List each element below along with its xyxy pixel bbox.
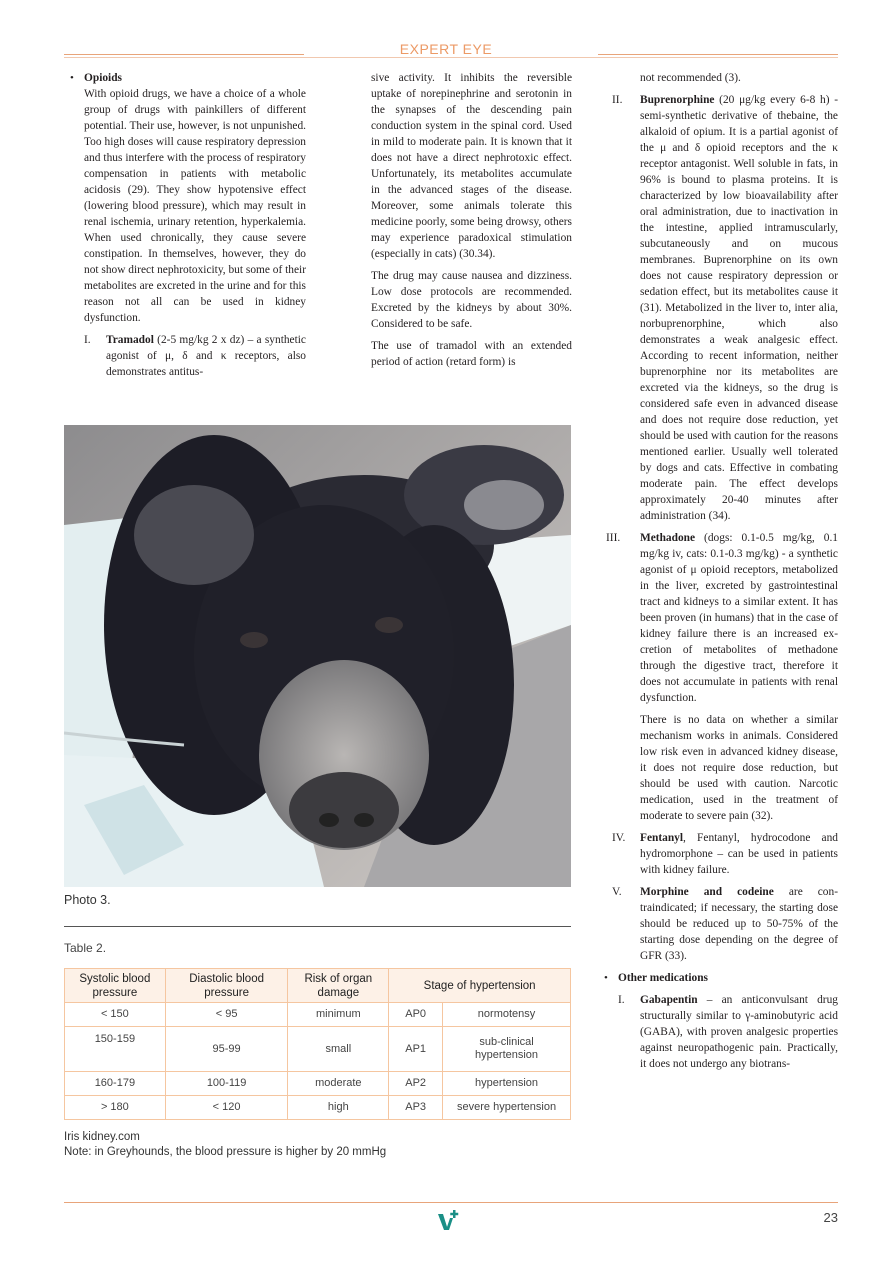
hypertension-table <box>64 968 571 1120</box>
table-row <box>65 1096 571 1120</box>
cell-stage-name: normotensy <box>443 1003 571 1027</box>
header-risk: Risk of organ damage <box>288 969 389 1003</box>
cell-diastolic: < 95 <box>165 1003 288 1027</box>
dog-photo <box>64 425 571 887</box>
cell-risk: small <box>288 1027 389 1072</box>
source-text: Iris kidney.com <box>64 1131 140 1143</box>
drug-text: (20 μg/kg every 6-8 h) - semi-synthetic derivative of thebaine, the alkaloid of opium. It is a partial agonist of the μ and δ opioid receptors and the κ receptor antagonist. Well soluble in fats, in 96% is bound to plasma proteins. It is characterized by low bioavailability after oral administration, due to inactivation in the intestine, applied intramuscularly, subcutaneously and on mucous membranes. Buprenorphine on its own does not cause respiratory depression or sedation effect, but its metabolites cause it (31). Metabolized in the liver to, inter alia, norbuprenorphine, which also demonstrates a weak analgesic effect. According to recent information, neither buprenorphine nor its metabolites are excreted via the kidneys, so the drug is considered safe even in advanced disease and does not require dose reduction, yet should be used with caution for the reasons mentioned earlier. Usually well tolerated by dogs and cats. Effective in combating moderate pain. The effect develops approximately 20-40 minutes after administration (34). <box>640 94 838 522</box>
cell-systolic: < 150 <box>65 1003 166 1027</box>
cell-stage-code: AP1 <box>389 1027 443 1072</box>
list-number: V. <box>612 886 622 898</box>
cell-stage-name: sub-clinical hypertension <box>443 1027 571 1072</box>
methadone-extra: There is no data on whether a similar mechanism works in animals. Considered low risk even in advanced kidney disease, it does not require dose reduction, but should be used with caution. Narcotic medication, used in the treatment of moderate to severe pain (32). <box>640 714 838 822</box>
column-right <box>606 70 838 1078</box>
photo-caption: Photo 3. <box>64 893 111 907</box>
cell-systolic: 150-159 <box>65 1027 166 1072</box>
drug-name: Gabapentin <box>640 994 698 1006</box>
tramadol-paragraph-1: sive activity. It inhibits the reversible uptake of norepinephrine and serotonin in the synapses of the descending pain conduction system in the spinal cord. Used in mild to moderate pain. It is known that it does not have a direct nephrotoxic effect. Unfortunately, its metabolites accumulate in the advanced stages of the disease. Moreover, some animals tolerate this medicine poorly, some being drowsy, others may experience paradoxical stimulation (especially in cats) (30.34). <box>371 72 572 260</box>
drug-text: are contraindicated; if necessary, the starting dose should be reduced up to 50-75% of the starting dose depending on the degree of GFR (33). <box>640 886 838 962</box>
page-number: 23 <box>823 1210 838 1225</box>
footer-rule <box>64 1202 838 1203</box>
header-systolic: Systolic blood pressure <box>65 969 166 1003</box>
cell-stage-code: AP0 <box>389 1003 443 1027</box>
drug-text: , Fentanyl, hydrocodone and hydromorphone – can be used in patients with kidney failure. <box>640 832 838 876</box>
cell-diastolic: 100-119 <box>165 1072 288 1096</box>
fentanyl-item <box>612 830 838 878</box>
cell-diastolic: < 120 <box>165 1096 288 1120</box>
buprenorphine-item <box>612 92 838 524</box>
table-row <box>65 1072 571 1096</box>
morphine-item <box>612 884 838 964</box>
cell-stage-name: severe hypertension <box>443 1096 571 1120</box>
list-number: IV. <box>612 832 626 844</box>
tramadol-paragraph-2: The drug may cause nausea and dizziness. Low dose protocols are recommended. Excreted by the kidneys by about 30%. Considered to be safe. <box>371 270 572 330</box>
cell-risk: minimum <box>288 1003 389 1027</box>
list-number: I. <box>618 994 625 1006</box>
table-title: Table 2. <box>64 941 107 955</box>
drug-name: Methadone <box>640 532 696 544</box>
table-header-row <box>65 969 571 1003</box>
table-row <box>65 1003 571 1027</box>
section-divider <box>64 926 571 927</box>
cell-systolic: 160-179 <box>65 1072 166 1096</box>
list-number: I. <box>84 334 91 346</box>
dog-photo-illustration <box>64 425 571 887</box>
other-medications-heading: Other medications <box>618 972 708 984</box>
drug-text: – an anticonvulsant drug structurally similar to γ-aminobutyric acid (GABA), with proven analgesic properties against neuropathogenic pain. Practically, it does not undergo any biotrans- <box>640 994 838 1070</box>
note-text: Note: in Greyhounds, the blood pressure is higher by 20 mmHg <box>64 1146 387 1158</box>
cell-risk: high <box>288 1096 389 1120</box>
brand-logo-icon <box>436 1208 462 1237</box>
column-middle <box>371 70 572 376</box>
cell-diastolic: 95-99 <box>165 1027 288 1072</box>
list-number: III. <box>606 532 621 544</box>
drug-name: Fentanyl <box>640 832 684 844</box>
opioids-heading: Opioids <box>84 72 122 84</box>
column-left <box>64 70 306 386</box>
tramadol-paragraph-3: The use of tramadol with an extended period of action (retard form) is <box>371 340 572 368</box>
drug-name: Tramadol <box>106 334 154 346</box>
section-title: EXPERT EYE <box>399 41 493 57</box>
table-source <box>64 1130 386 1160</box>
table-row <box>65 1027 571 1072</box>
opioids-section <box>64 70 306 380</box>
header-rule-left-under <box>64 57 838 58</box>
cell-stage-code: AP2 <box>389 1072 443 1096</box>
drug-text: (dogs: 0.1-0.5 mg/kg, 0.1 mg/kg iv, cats: 0.1-0.3 mg/kg) - a synthetic agonist of μ opioid receptors, metabolized in the liver, excreted by gastrointestinal tract and kidneys to a similar extent. It has been proven (in humans) that in the case of kidney failure there is an increased excretion of metabolites of methadone through the digestive tract, therefore it does not accumulate in patients with renal dysfunction. <box>640 532 838 704</box>
methadone-item <box>606 530 838 824</box>
tramadol-continuation: not recommended (3). <box>640 72 741 84</box>
list-number: II. <box>612 94 623 106</box>
cell-stage-name: hypertension <box>443 1072 571 1096</box>
other-medications-section <box>598 970 838 986</box>
cell-risk: moderate <box>288 1072 389 1096</box>
header-diastolic: Diastolic blood pressure <box>165 969 288 1003</box>
header-stage: Stage of hypertension <box>389 969 571 1003</box>
drug-name: Morphine and codeine <box>640 886 774 898</box>
drug-name: Buprenorphine <box>640 94 715 106</box>
drug-text: (2-5 mg/kg 2 x dz) – a synthetic agonist of μ, δ and κ receptors, also demonstrates antitus- <box>106 334 306 378</box>
opioids-paragraph: With opioid drugs, we have a choice of a whole group of drugs with painkillers of different potential. Their use, however, is not unpunished. Too high doses will cause respiratory depression and thus interfere with the process of respiratory compensation in patients with metabolic acidosis (29). They show hypotensive effect (lowering blood pressure), which may result in renal ischemia, urinary retention, hyperkalemia. When used chronically, they cause severe constipation. In themselves, however, they do not show direct nephrotoxicity, but some of their metabolites are excreted in the urine and for this reason not all can be used in kidney dysfunction. <box>84 88 306 324</box>
gabapentin-item <box>618 992 838 1072</box>
cell-stage-code: AP3 <box>389 1096 443 1120</box>
tramadol-item <box>84 332 306 380</box>
cell-systolic: > 180 <box>65 1096 166 1120</box>
